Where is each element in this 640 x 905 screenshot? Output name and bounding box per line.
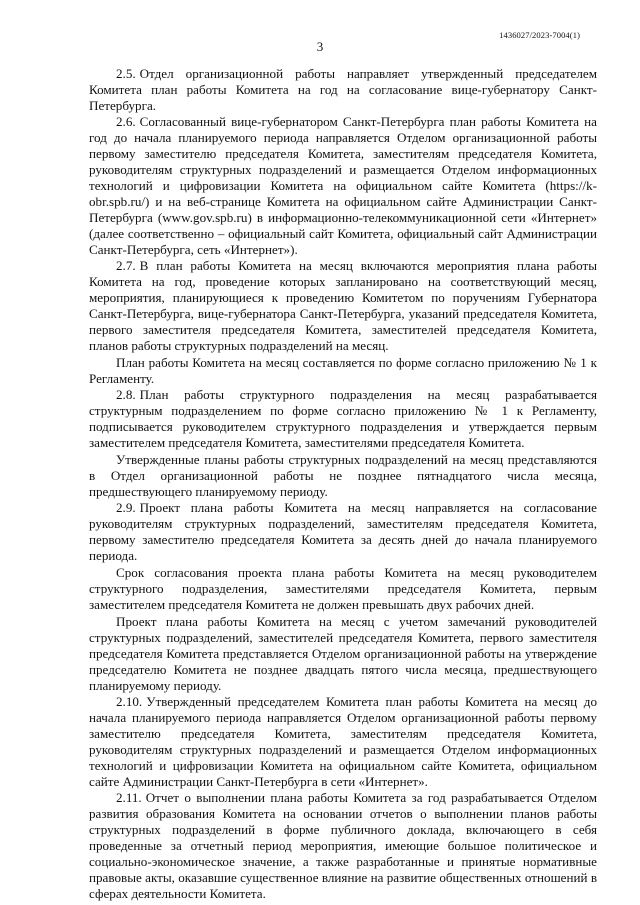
paragraph-2-9 <box>89 500 597 564</box>
paragraph-text: Проект плана работы Комитета на месяц направляется на согласование руководителям структурных подразделений, заместителям председателя Комитета, первому заместителю председателя Комитета за десять дней до начала планируемого периода. <box>89 500 597 563</box>
clause-number: 2.6. <box>116 114 136 129</box>
document-body <box>89 66 597 902</box>
clause-number: 2.10. <box>116 694 143 709</box>
paragraph-text: В план работы Комитета на месяц включаются мероприятия плана работы Комитета на год, проведение которых запланировано на соответствующий месяц, мероприятия, планирующиеся к проведению Комитетом по поручениям Губернатора Санкт-Петербурга, вице-губернатора Санкт-Петербурга, указаний председателя Комитета, первого заместителя председателя Комитета, заместителей председателя Комитета, планов работы структурных подразделений на месяц. <box>89 258 597 353</box>
paragraph-2-10 <box>89 694 597 790</box>
paragraph-text: Утвержденные планы работы структурных подразделений на месяц представляются в Отдел организационной работы не позднее пятнадцатого числа месяца, предшествующего планируемому периоду. <box>89 452 597 499</box>
paragraph-text: Согласованный вице-губернатором Санкт-Петербурга план работы Комитета на год до начала планируемого периода направляется Отделом организационной работы первому заместителю председателя Комитета, заместителям председателя Комитета, руководителям структурных подразделений и размещается Отделом информационных технологий и цифровизации Комитета на официальном сайте Комитета (https://k-obr.spb.ru/) и на веб-странице Комитета на официальном сайте Администрации Санкт-Петербурга (www.gov.spb.ru) в информационно-телекоммуникационной сети «Интернет» (далее соответственно – официальный сайт Комитета, официальный сайт Администрации Санкт-Петербурга, сеть «Интернет»). <box>89 114 597 257</box>
paragraph-2-8-deadline <box>89 452 597 500</box>
paragraph-2-11 <box>89 790 597 902</box>
paragraph-2-9-term <box>89 565 597 613</box>
paragraph-text: Срок согласования проекта плана работы Комитета на месяц руководителем структурного подразделения, заместителями председателя Комитета, первым заместителем председателя Комитета не должен превышать двух рабочих дней. <box>89 565 597 612</box>
clause-number: 2.5. <box>116 66 136 81</box>
paragraph-2-9-approval <box>89 614 597 694</box>
paragraph-text: Проект плана работы Комитета на месяц с учетом замечаний руководителей структурных подразделений, заместителей председателя Комитета, первого заместителя председателя Комитета представляется Отделом организационной работы на утверждение председателю Комитета не позднее двадцать пятого числа месяца, предшествующего планируемому периоду. <box>89 614 597 693</box>
paragraph-2-5 <box>89 66 597 114</box>
paragraph-text: Отчет о выполнении плана работы Комитета за год разрабатывается Отделом развития образования Комитета на основании отчетов о выполнении планов работы структурных подразделений в форме публичного доклада, включающего в себя проведенные за отчетный период мероприятия, имеющие большое политическое и социально-экономическое значение, а также разработанные и принятые нормативные правовые акты, оказавшие существенное влияние на развитие общественных отношений в сферах деятельности Комитета. <box>89 790 597 901</box>
document-number: 1436027/2023-7004(1) <box>499 30 580 40</box>
clause-number: 2.8. <box>116 387 136 402</box>
paragraph-2-8 <box>89 387 597 451</box>
paragraph-text: Утвержденный председателем Комитета план работы Комитета на месяц до начала планируемого периода направляется Отделом организационной работы первому заместителю председателя Комитета, заместителям председателя Комитета, руководителям структурных подразделений и размещается Отделом информационных технологий и цифровизации Комитета на официальном сайте Комитета, официальном сайте Администрации Санкт-Петербурга в сети «Интернет». <box>89 694 597 789</box>
paragraph-text: Отдел организационной работы направляет утвержденный председателем Комитета план работы Комитета на год на согласование вице-губернатору Санкт-Петербурга. <box>89 66 597 113</box>
clause-number: 2.11. <box>116 790 142 805</box>
page-number: 3 <box>316 39 324 54</box>
paragraph-2-7-form <box>89 355 597 387</box>
clause-number: 2.9. <box>116 500 136 515</box>
paragraph-2-6 <box>89 114 597 258</box>
paragraph-text: План работы структурного подразделения на месяц разрабатывается структурным подразделением по форме согласно приложению № 1 к Регламенту, подписывается руководителем структурного подразделения и утверждается первым заместителем председателя Комитета, заместителями председателя Комитета. <box>89 387 597 450</box>
paragraph-text: План работы Комитета на месяц составляется по форме согласно приложению № 1 к Регламенту. <box>89 355 597 386</box>
paragraph-2-7 <box>89 258 597 354</box>
clause-number: 2.7. <box>116 258 136 273</box>
